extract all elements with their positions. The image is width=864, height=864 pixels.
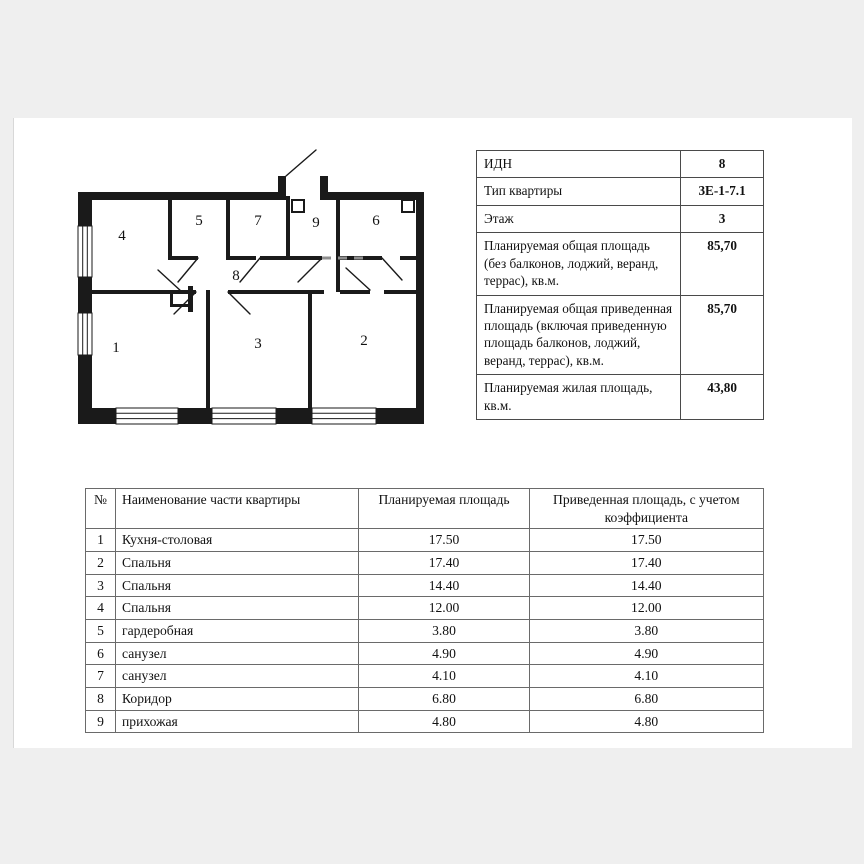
table-row [477,178,764,205]
table-row [86,552,764,575]
table-row [86,665,764,688]
cell-number: 9 [86,710,116,733]
cell-room-name: Спальня [116,574,359,597]
table-row [477,375,764,420]
window-left-upper [78,226,92,277]
cell-room-name: Коридор [116,688,359,711]
room-label-7: 7 [254,213,262,229]
cell-coefficient: 4.90 [529,642,763,665]
cell-coefficient: 3.80 [529,620,763,643]
table-row [477,151,764,178]
cell-room-name: прихожая [116,710,359,733]
info-label-floor: Этаж [477,205,681,232]
header-coefficient: Приведенная площадь, с учетом коэффициента [529,489,763,529]
table-row [86,529,764,552]
cell-planned: 17.50 [359,529,529,552]
window-bottom-3 [312,408,376,424]
cell-coefficient: 4.10 [529,665,763,688]
info-value-idn: 8 [681,151,764,178]
info-label-total-area: Планируемая общая площадь (без балконов, лоджий, веранд, террас), кв.м. [477,233,681,295]
cell-room-name: санузел [116,665,359,688]
cell-coefficient: 17.40 [529,552,763,575]
cell-number: 2 [86,552,116,575]
cell-planned: 17.40 [359,552,529,575]
document-page [14,118,852,748]
cell-coefficient: 6.80 [529,688,763,711]
cell-room-name: Спальня [116,597,359,620]
table-row [86,688,764,711]
info-label-living-area: Планируемая жилая площадь, кв.м. [477,375,681,420]
cell-number: 6 [86,642,116,665]
table-row [477,233,764,295]
info-value-floor: 3 [681,205,764,232]
info-label-idn: ИДН [477,151,681,178]
cell-number: 8 [86,688,116,711]
window-bottom-1 [116,408,178,424]
cell-room-name: санузел [116,642,359,665]
cell-planned: 4.10 [359,665,529,688]
room-label-1: 1 [112,340,120,356]
table-row [86,642,764,665]
cell-planned: 12.00 [359,597,529,620]
table-row [477,295,764,375]
cell-planned: 3.80 [359,620,529,643]
window-left-lower [78,313,92,355]
cell-planned: 4.80 [359,710,529,733]
table-row [86,710,764,733]
info-value-total-area: 85,70 [681,233,764,295]
info-label-reduced-area: Планируемая общая приведенная площадь (включая приведенную площадь балконов, лоджий, веранд, террас), кв.м. [477,295,681,375]
cell-planned: 4.90 [359,642,529,665]
table-header-row [86,489,764,529]
table-row [86,620,764,643]
table-row [86,574,764,597]
room-label-4: 4 [118,228,126,244]
cell-room-name: гардеробная [116,620,359,643]
room-label-6: 6 [372,213,380,229]
cell-number: 3 [86,574,116,597]
info-value-type: 3Е-1-7.1 [681,178,764,205]
room-label-5: 5 [195,213,203,229]
header-number: № [86,489,116,529]
room-label-8: 8 [232,268,240,284]
cell-number: 1 [86,529,116,552]
rooms-schedule-table [85,488,764,733]
cell-planned: 14.40 [359,574,529,597]
plan-walls [78,150,424,424]
info-label-type: Тип квартиры [477,178,681,205]
header-planned: Планируемая площадь [359,489,529,529]
cell-number: 4 [86,597,116,620]
room-label-9: 9 [312,215,320,231]
info-value-living-area: 43,80 [681,375,764,420]
room-label-3: 3 [254,336,262,352]
cell-number: 5 [86,620,116,643]
window-bottom-2 [212,408,276,424]
cell-coefficient: 4.80 [529,710,763,733]
apartment-info-table [476,150,764,420]
cell-coefficient: 14.40 [529,574,763,597]
table-row [477,205,764,232]
cell-number: 7 [86,665,116,688]
cell-room-name: Спальня [116,552,359,575]
header-room-name: Наименование части квартиры [116,489,359,529]
table-row [86,597,764,620]
cell-coefficient: 17.50 [529,529,763,552]
room-label-2: 2 [360,333,368,349]
floor-plan-drawing [54,140,454,440]
cell-coefficient: 12.00 [529,597,763,620]
info-value-reduced-area: 85,70 [681,295,764,375]
cell-room-name: Кухня-столовая [116,529,359,552]
cell-planned: 6.80 [359,688,529,711]
